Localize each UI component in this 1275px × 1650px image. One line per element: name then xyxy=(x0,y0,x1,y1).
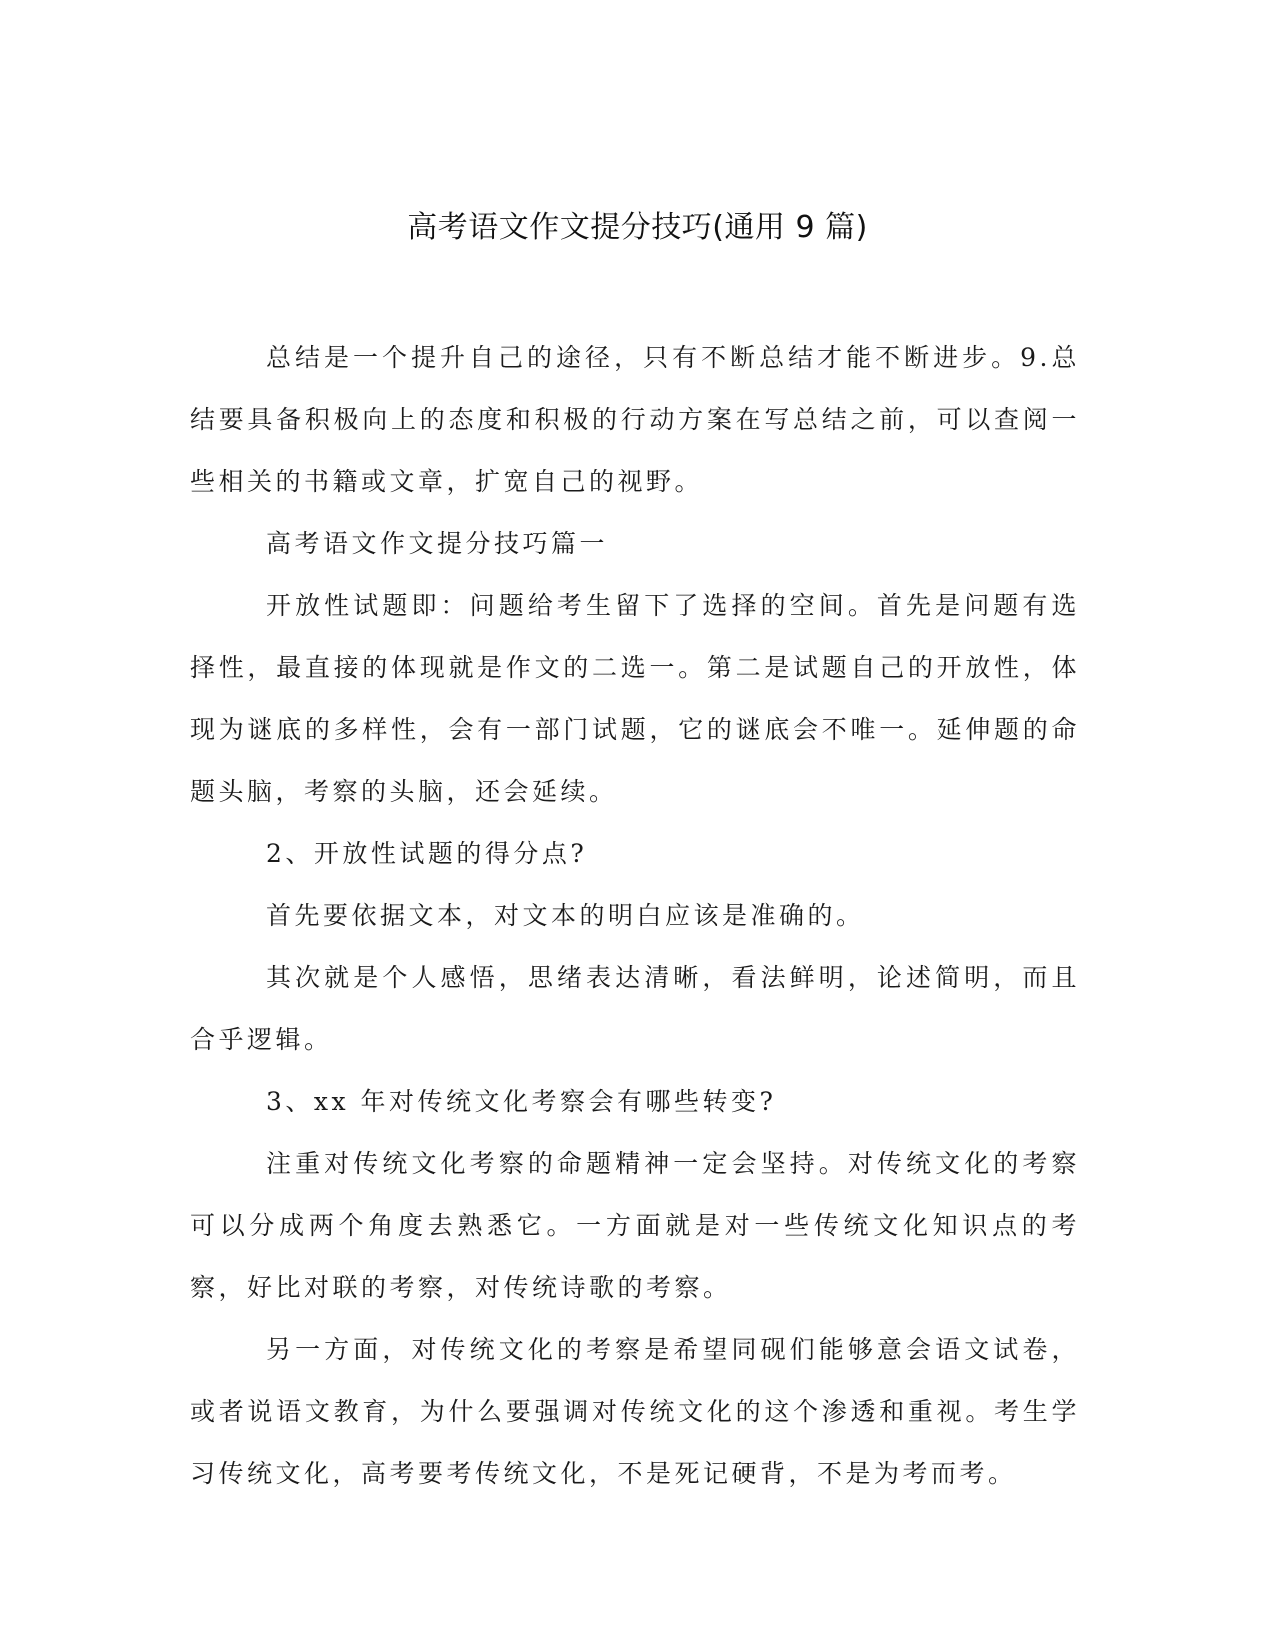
paragraph-text-understanding: 首先要依据文本，对文本的明白应该是准确的。 xyxy=(266,901,865,930)
paragraph-culture-focus: 注重对传统文化考察的命题精神一定会坚持。对传统文化的考察可以分成两个角度去熟悉它。一方面就是对一些传统文化知识点的考察，好比对联的考察，对传统诗歌的考察。 xyxy=(190,1149,1080,1302)
paragraph-personal-insight: 其次就是个人感悟，思绪表达清晰，看法鲜明，论述简明，而且合乎逻辑。 xyxy=(190,963,1080,1054)
paragraph-culture-purpose: 另一方面，对传统文化的考察是希望同砚们能够意会语文试卷，或者说语文教育，为什么要强调对传统文化的这个渗透和重视。考生学习传统文化，高考要考传统文化，不是死记硬背，不是为考而考。 xyxy=(190,1335,1080,1488)
paragraph-intro: 总结是一个提升自己的途径，只有不断总结才能不断进步。9.总结要具备积极向上的态度和积极的行动方案在写总结之前，可以查阅一些相关的书籍或文章，扩宽自己的视野。 xyxy=(190,343,1080,496)
section-heading-1: 高考语文作文提分技巧篇一 xyxy=(266,529,609,558)
subheading-traditional-culture: 3、xx 年对传统文化考察会有哪些转变? xyxy=(266,1087,777,1116)
document-body xyxy=(190,327,1080,1505)
document-title: 高考语文作文提分技巧(通用 9 篇) xyxy=(407,210,868,245)
paragraph-open-questions: 开放性试题即：问题给考生留下了选择的空间。首先是问题有选择性，最直接的体现就是作文的二选一。第二是试题自己的开放性，体现为谜底的多样性，会有一部门试题，它的谜底会不唯一。延伸题的命题头脑，考察的头脑，还会延续。 xyxy=(190,591,1080,806)
subheading-scoring-points: 2、开放性试题的得分点? xyxy=(266,839,588,868)
